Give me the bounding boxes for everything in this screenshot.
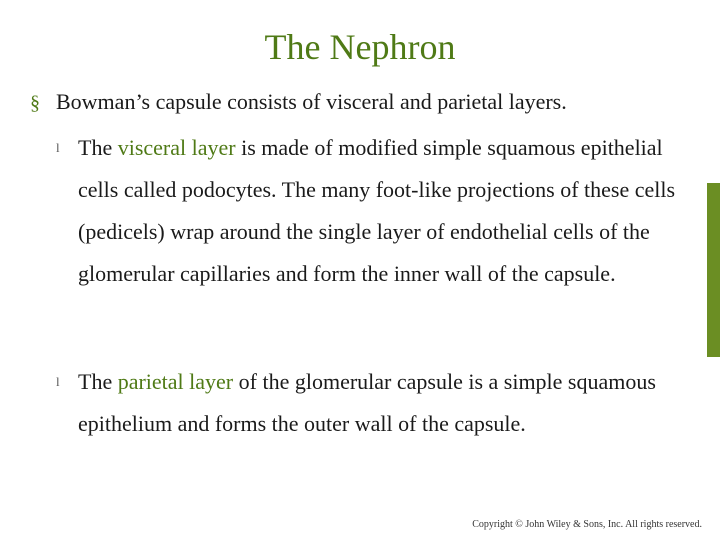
highlight-term: visceral layer	[117, 135, 236, 160]
main-bullet-text: Bowman’s capsule consists of visceral and parietal layers.	[56, 89, 567, 114]
sub-bullet-visceral	[56, 127, 696, 295]
main-bullet	[30, 86, 690, 119]
sub-bullet-icon: l	[56, 140, 60, 155]
slide-title: The Nephron	[264, 27, 456, 67]
sub-bullet-body: is made of modified simple squamous epithelial cells called podocytes. The many foot-like projections of these cells (pedicels) wrap around the single layer of endothelial cells of the glomerular capillaries and form the inner wall of the capsule.	[78, 135, 676, 286]
accent-bar	[707, 183, 720, 357]
sub-bullet-prefix: The	[78, 369, 118, 394]
sub-bullet-text	[78, 127, 696, 295]
sub-bullet-text	[78, 361, 696, 445]
sub-bullet-parietal	[56, 361, 696, 445]
sub-bullet-icon: l	[56, 374, 60, 389]
section-bullet-icon: §	[30, 92, 40, 114]
highlight-term: parietal layer	[117, 369, 234, 394]
sub-bullet-body: of the glomerular capsule is a simple squamous epithelium and forms the outer wall of the capsule.	[78, 369, 656, 436]
copyright-notice: Copyright © John Wiley & Sons, Inc. All rights reserved.	[472, 519, 702, 530]
sub-bullet-prefix: The	[78, 135, 118, 160]
